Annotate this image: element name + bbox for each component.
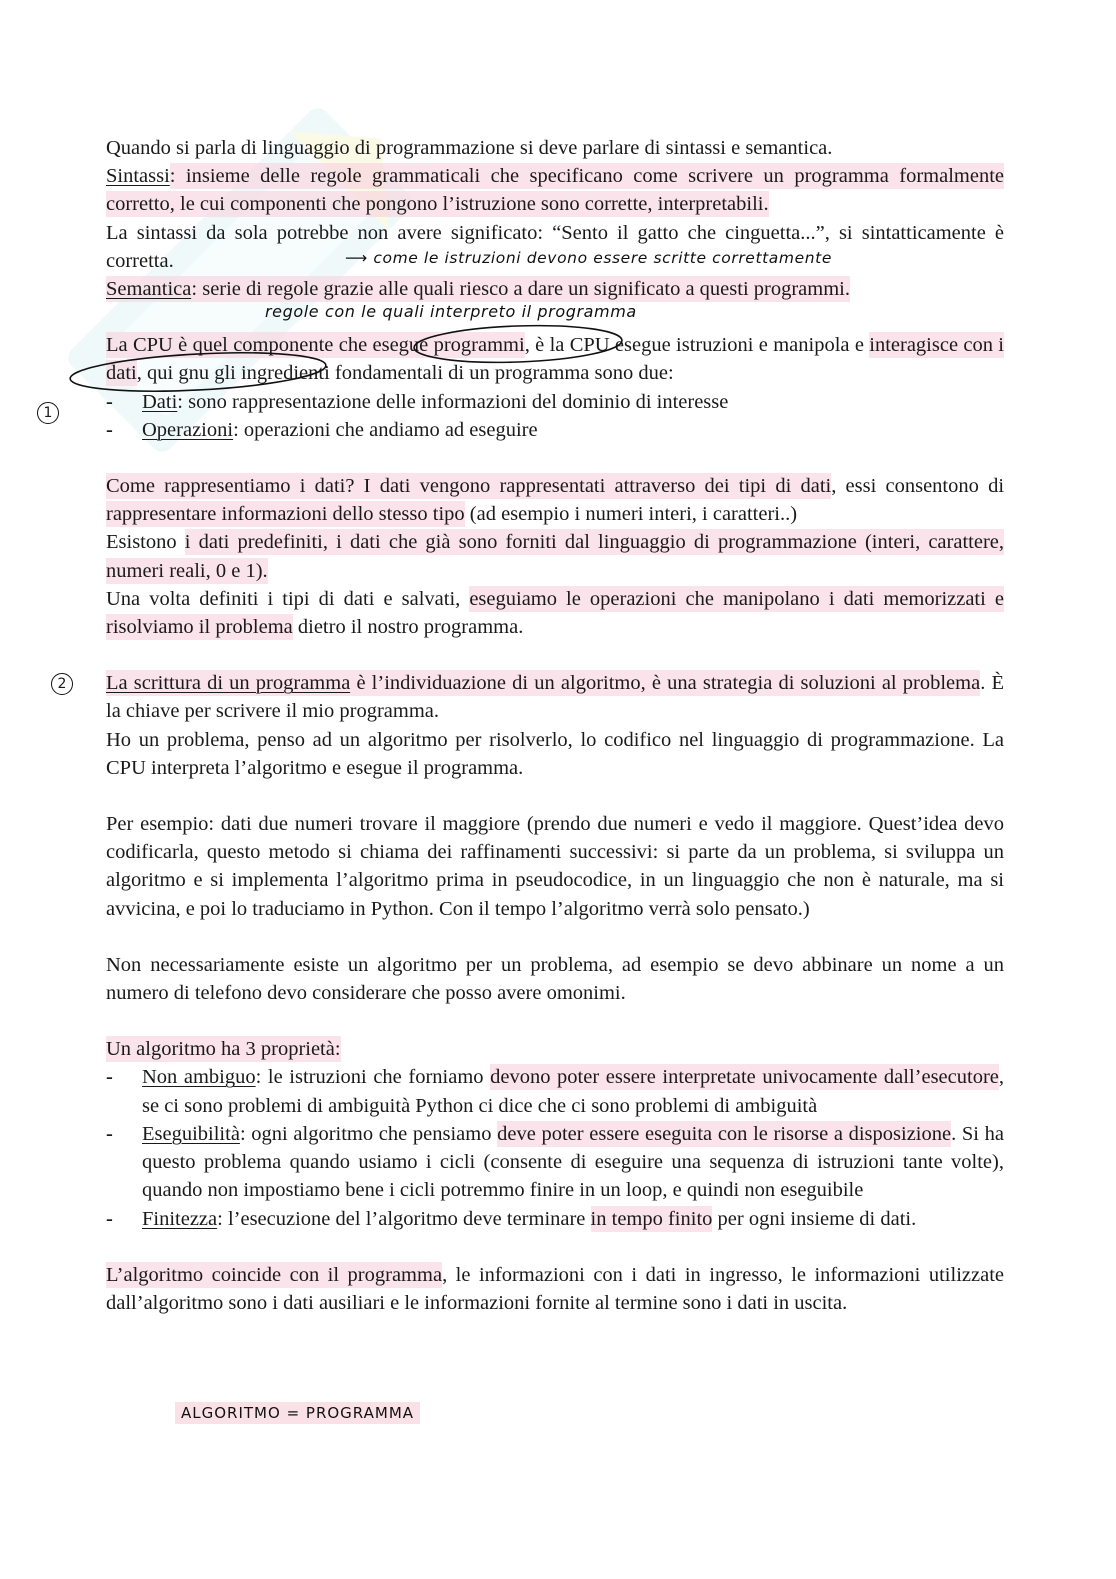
- sintassi-definition: : insieme delle regole grammaticali che specificano come scrivere un programma formalmente corretto, le cui componenti che pongono l’istruzione sono corrette, interpretabili.: [106, 165, 1004, 216]
- scrittura-term: La scrittura di un programma: [106, 672, 351, 695]
- property-text-a: : ogni algoritmo che pensiamo: [239, 1122, 498, 1145]
- non-necessariamente-paragraph: Non necessariamente esiste un algoritmo per un problema, ad esempio se devo abbinare un nome a un numero di telefono devo considerare che posso avere omonimi.: [106, 953, 1004, 1005]
- dati-text-c: , essi consentono di: [831, 475, 1005, 498]
- intro-paragraph: Quando si parla di linguaggio di programmazione si deve parlare di sintassi e semantica.: [106, 137, 833, 159]
- ingredient-term: Dati: [142, 390, 178, 413]
- property-term: Eseguibilità: [142, 1122, 240, 1145]
- dati-text-a: Come rappresentiamo i dati? I dati vengono: [106, 475, 500, 498]
- property-term: Finitezza: [142, 1207, 218, 1230]
- conclusione-text-b: , le informazioni con i dati in ingresso, le informazioni utilizzate dall’algoritmo sono i dati ausiliari e le informazioni fornite al termine sono i dati in uscita.: [106, 1263, 1004, 1314]
- proprieta-title: [106, 1035, 1004, 1063]
- handwritten-note-sintassi: ⟶ come le istruzioni devono essere scritte correttamente: [345, 249, 832, 267]
- property-text-b: devono poter essere interpretate univocamente dall’esecutore: [490, 1066, 999, 1089]
- conclusione-paragraph: [106, 1261, 1004, 1317]
- semantica-term: Semantica: [106, 278, 192, 301]
- cpu-circled-esegue: esegue programmi: [372, 334, 525, 357]
- dati-text-b: rappresentati attraverso dei tipi di dati: [499, 475, 832, 498]
- predefiniti-text-b: i dati predefiniti, i dati che già sono forniti dal linguaggio di programmazione (interi, carattere, numeri reali, 0 e 1).: [106, 531, 1004, 582]
- sintassi-term: Sintassi: [106, 165, 170, 188]
- dati-text-e: (ad esempio i numeri interi, i caratteri..): [464, 503, 798, 526]
- scrittura-text-c: . È la chiave per scrivere il mio programma.: [106, 672, 1004, 723]
- conclusione-text-a: L’algoritmo coincide con il programma: [106, 1263, 443, 1286]
- handwritten-note-algoritmo: [175, 1404, 420, 1422]
- sintassi-example: La sintassi da sola potrebbe non avere significato: “Sento il gatto che cinguetta...”, si sintatticamente è corretta.: [106, 221, 1004, 272]
- sintassi-paragraph: [106, 162, 1004, 218]
- predefiniti-paragraph: [106, 528, 1004, 584]
- property-text-c: , se ci sono problemi di ambiguità Python ci dice che ci sono problemi di ambiguità: [142, 1066, 1004, 1117]
- operazioni-text-a: Una volta definiti i tipi di dati e salvati,: [106, 587, 470, 610]
- cpu-circled-interagisce: interagisce con i dati: [106, 334, 1004, 385]
- ingredient-text: : sono rappresentazione delle informazioni del dominio di interesse: [177, 390, 729, 413]
- handwritten-note-semantica: regole con le quali interpreto il programma: [265, 302, 637, 321]
- semantica-paragraph: [106, 275, 1004, 303]
- handwritten-note-algoritmo-text: ALGORITMO = PROGRAMMA: [175, 1402, 420, 1424]
- scrittura-text-b: strategia di soluzioni al problema: [702, 672, 981, 695]
- operazioni-text-b: eseguiamo le operazioni che manipolano i dati memorizzati e risolviamo il problema: [106, 587, 1004, 639]
- operazioni-paragraph: [106, 585, 1004, 641]
- property-text-b: in tempo finito: [590, 1207, 713, 1230]
- handwritten-note-sintassi-text: come le istruzioni devono essere scritte correttamente: [373, 249, 832, 267]
- operazioni-text-c: dietro il nostro programma.: [292, 616, 524, 639]
- properties-list: [106, 1063, 1004, 1232]
- property-term: Non ambiguo: [142, 1066, 256, 1089]
- property-text-c: per ogni insieme di dati.: [712, 1207, 917, 1230]
- ingredient-text: : operazioni che andiamo ad eseguire: [233, 418, 538, 441]
- problema-paragraph: Ho un problema, penso ad un algoritmo per risolverlo, lo codifico nel linguaggio di programmazione. La CPU interpreta l’algoritmo e esegue il programma.: [106, 728, 1004, 779]
- cpu-paragraph: [106, 331, 1004, 387]
- scrittura-paragraph: [106, 669, 1004, 725]
- list-item: [106, 1120, 1004, 1205]
- property-text-a: : le istruzioni che forniamo: [255, 1066, 491, 1089]
- dati-paragraph: [106, 472, 1004, 528]
- ingredient-term: Operazioni: [142, 418, 234, 441]
- esempio-paragraph: Per esempio: dati due numeri trovare il maggiore (prendo due numeri e vedo il maggiore. Quest’idea devo codificarla, questo metodo si chiama dei raffinamenti successivi: si parte da un problema, si sviluppa un algoritmo e si implementa l’algoritmo prima in pseudocodice, in un linguaggio che non è naturale, ma si avvicina, e poi lo traduciamo in Python. Con il tempo l’algoritmo verrà solo pensato.): [106, 813, 1004, 920]
- property-text-c: . Si ha questo problema quando usiamo i cicli (consente di eseguire una sequenza di istruzioni tante volte), quando non impostiamo bene i cicli potremmo finire in un loop, e quindi non eseguibile: [142, 1122, 1004, 1202]
- list-item: [106, 416, 1004, 444]
- dati-text-d: rappresentare informazioni dello stesso tipo: [106, 503, 465, 526]
- circled-marker-1: 1: [37, 402, 59, 424]
- list-item: [106, 1205, 1004, 1233]
- list-item: [106, 388, 1004, 416]
- semantica-definition: : serie di regole grazie alle quali riesco a dare un significato a questi programmi.: [191, 278, 850, 301]
- ingredients-list: [106, 388, 1004, 444]
- proprieta-title-text: Un algoritmo ha 3 proprietà:: [106, 1038, 341, 1061]
- cpu-text-a: La CPU è quel componente che: [106, 334, 373, 357]
- list-item: [106, 1063, 1004, 1119]
- property-text-a: : l’esecuzione del l’algoritmo deve terminare: [217, 1207, 591, 1230]
- cpu-text-c: , è la CPU esegue istruzioni e manipola e: [524, 334, 870, 357]
- property-text-b: deve poter essere eseguita con le risorse a disposizione: [497, 1122, 952, 1145]
- circled-marker-2: 2: [51, 673, 73, 695]
- scrittura-text-a: è l’individuazione di un algoritmo, è una: [350, 672, 703, 695]
- predefiniti-text-a: Esistono: [106, 531, 185, 554]
- cpu-text-e: , qui gnu gli ingredienti fondamentali di un programma sono due:: [136, 362, 674, 385]
